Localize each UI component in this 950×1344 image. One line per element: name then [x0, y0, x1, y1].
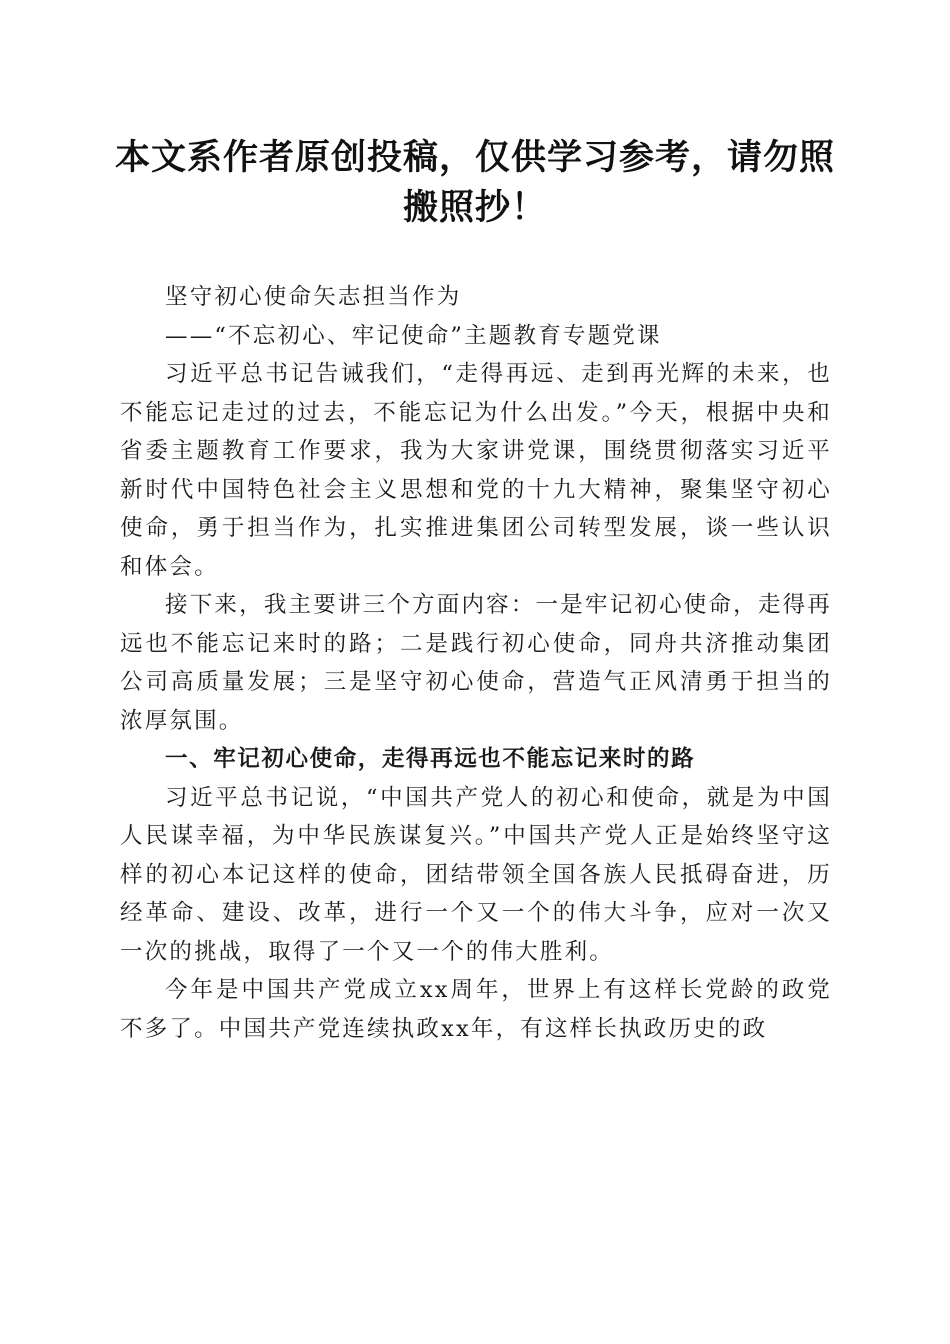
- document-body: [120, 278, 832, 1048]
- paragraph-section1-b: 今年是中国共产党成立xx周年，世界上有这样长党龄的政党不多了。中国共产党连续执政xx年，有这样长执政历史的政: [120, 977, 832, 1042]
- paragraph-section1-a: 习近平总书记说，“中国共产党人的初心和使命，就是为中国人民谋幸福，为中华民族谋复兴。”中国共产党人正是始终坚守这样的初心本记这样的使命，团结带领全国各族人民抵碍奋进，历经革命、建设、改革，进行一个又一个的伟大斗争，应对一次又一次的挑战，取得了一个又一个的伟大胜利。: [120, 784, 832, 965]
- paragraph-outline: 接下来，我主要讲三个方面内容：一是牢记初心使命，走得再远也不能忘记来时的路；二是践行初心使命，同舟共济推动集团公司高质量发展；三是坚守初心使命，营造气正风清勇于担当的浓厚氛围。: [120, 592, 832, 734]
- paragraph-intro: 习近平总书记告诫我们，“走得再远、走到再光辉的未来，也不能忘记走过的过去，不能忘记为什么出发。”今天，根据中央和省委主题教育工作要求，我为大家讲党课，围绕贯彻落实习近平新时代中国特色社会主义思想和党的十九大精神，聚集坚守初心使命，勇于担当作为，扎实推进集团公司转型发展，谈一些认识和体会。: [120, 361, 832, 580]
- document-subtitle: ——“不忘初心、牢记使命”主题教育专题党课: [165, 322, 662, 349]
- section-heading: 一、牢记初心使命，走得再远也不能忘记来时的路: [165, 746, 696, 772]
- copyright-notice: 本文系作者原创投稿，仅供学习参考，请勿照搬照抄！: [114, 138, 835, 228]
- document-title: 坚守初心使命矢志担当作为: [165, 284, 462, 310]
